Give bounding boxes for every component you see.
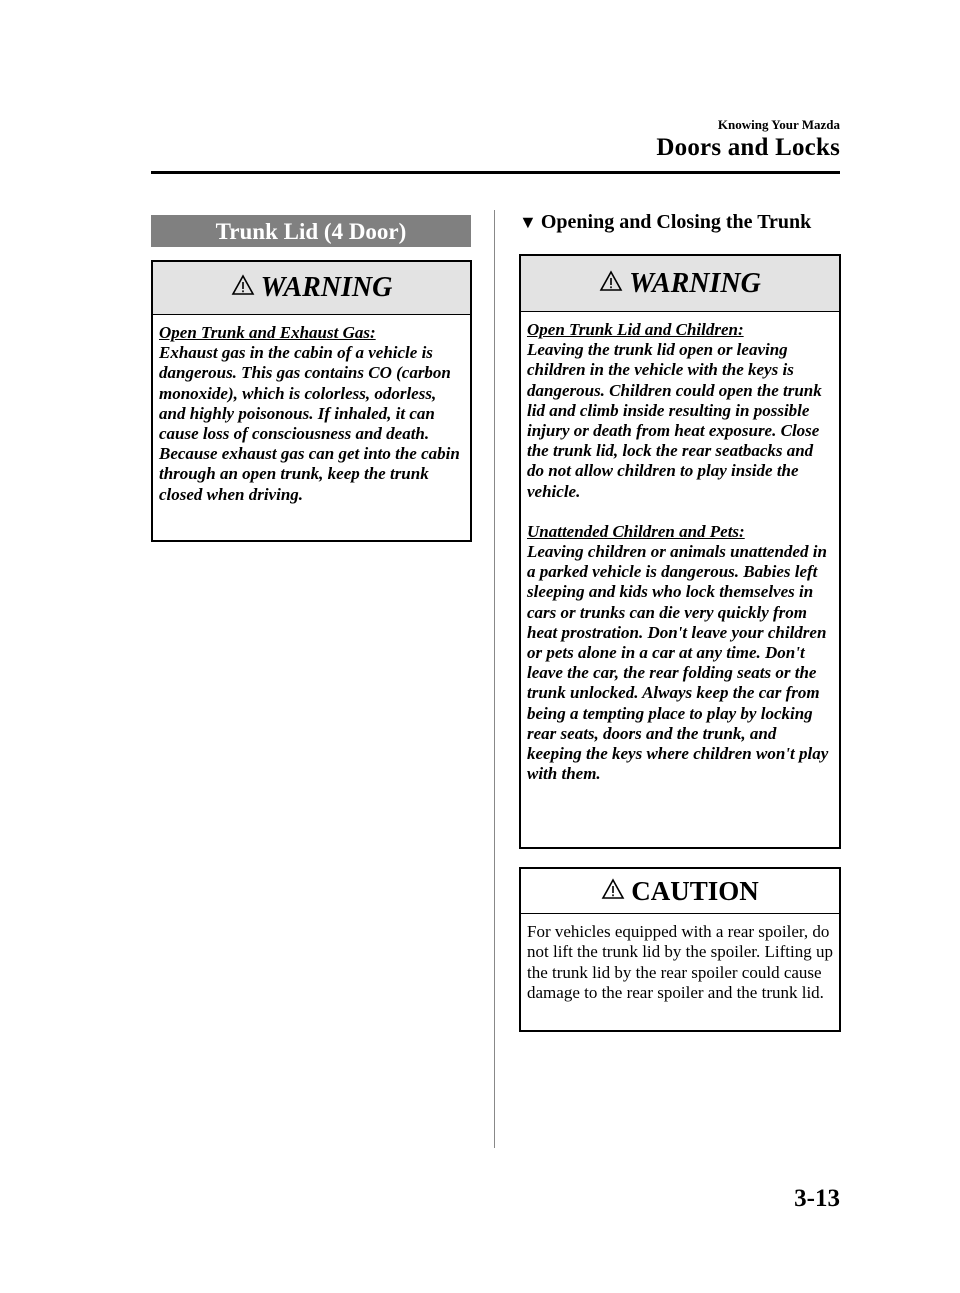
warning-header	[521, 256, 839, 312]
warning-label: WARNING	[629, 267, 761, 299]
subheading	[519, 211, 811, 234]
caution-box-spoiler	[519, 867, 841, 1032]
triangle-marker-icon: ▼	[519, 212, 537, 232]
header-rule	[151, 171, 840, 174]
warning-title-unattended: Unattended Children and Pets:	[527, 521, 745, 541]
section-banner: Trunk Lid (4 Door)	[151, 215, 471, 247]
section-title: Doors and Locks	[656, 134, 840, 161]
caution-header	[521, 869, 839, 914]
warning-text-children: Leaving the trunk lid open or leaving children in the vehicle with the keys is dangerous. Children could open the trunk lid and climb inside resulting in possible injury or death from heat exposure. Close the trunk lid, lock the rear seatbacks and do not allow children to play inside the vehicle.	[527, 340, 822, 501]
column-divider	[494, 210, 495, 1148]
warning-body	[153, 315, 470, 505]
page-number: 3-13	[794, 1185, 840, 1212]
warning-text-unattended: Leaving children or animals unattended in a parked vehicle is dangerous. Babies left sleeping and kids who lock themselves in cars or trunks can die very quickly from heat prostration. Don't leave your children or pets alone in a car at any time. Don't leave the car, the rear folding seats or the trunk unlocked. Always keep the car from being a tempting place to play by locking rear seats, doors and the trunk, and keeping the keys where children won't play with them.	[527, 542, 829, 784]
caution-triangle-icon	[601, 876, 631, 907]
warning-box-children	[519, 254, 841, 849]
warning-box-exhaust	[151, 260, 472, 542]
warning-header	[153, 262, 470, 315]
warning-title: Open Trunk and Exhaust Gas:	[159, 323, 376, 342]
warning-label: WARNING	[260, 272, 393, 303]
warning-text: Exhaust gas in the cabin of a vehicle is dangerous. This gas contains CO (carbon monoxide), which is colorless, odorless, and highly poisonous. If inhaled, it can cause loss of consciousness and death. Because exhaust gas can get into the cabin through an open trunk, keep the trunk closed when driving.	[159, 343, 460, 504]
warning-body	[521, 312, 839, 784]
subheading-text: Opening and Closing the Trunk	[540, 211, 812, 233]
caution-body: For vehicles equipped with a rear spoiler, do not lift the trunk lid by the spoiler. Lifting up the trunk lid by the rear spoiler could cause damage to the rear spoiler and the trunk lid.	[527, 922, 833, 1003]
warning-triangle-icon	[231, 272, 261, 304]
caution-label: CAUTION	[631, 875, 759, 906]
chapter-title: Knowing Your Mazda	[717, 117, 840, 132]
warning-triangle-icon	[599, 268, 629, 300]
warning-title-children: Open Trunk Lid and Children:	[527, 320, 744, 339]
